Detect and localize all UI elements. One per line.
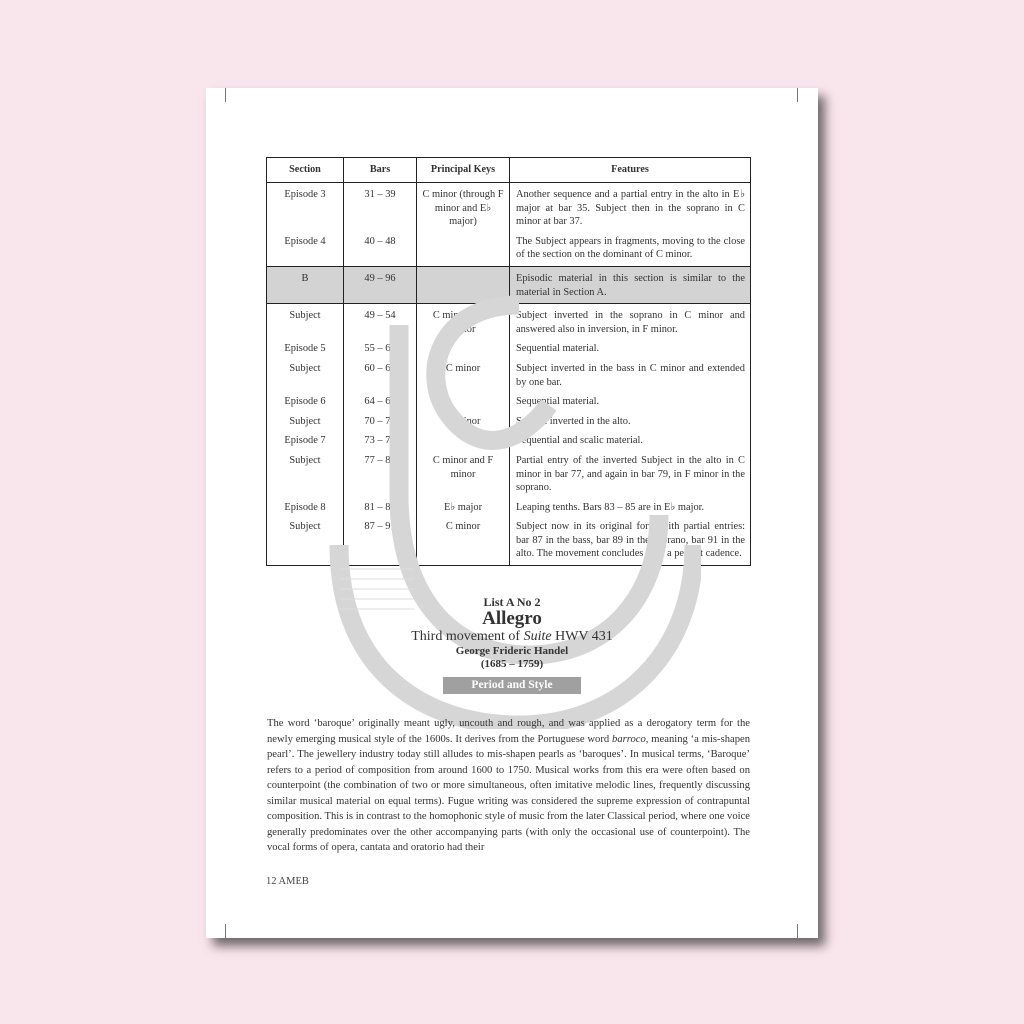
cell-features: The Subject appears in fragments, moving to the close of the section on the dominant of C minor. (510, 232, 751, 267)
cell-section: Subject (267, 517, 344, 565)
piece-heading (206, 595, 818, 694)
table-row (267, 431, 751, 451)
cell-section: Episode 4 (267, 232, 344, 267)
cell-features: Subject inverted in the bass in C minor and extended by one bar. (510, 359, 751, 392)
column-header-section: Section (267, 158, 344, 183)
cell-features: Sequential and scalic material. (510, 431, 751, 451)
table-row (267, 304, 751, 340)
cell-bars: 73 – 76 (344, 431, 417, 451)
table-row (267, 359, 751, 392)
body-text (267, 716, 750, 856)
cell-features: Sequential material. (510, 339, 751, 359)
body-text-segment: The word ‘baroque’ originally meant ugly, uncouth and rough, and was applied as a derogatory term for the newly emerging musical style of the 1600s. It derives from the Portuguese word (267, 718, 750, 745)
cell-bars: 49 – 96 (344, 266, 417, 303)
piece-title: Allegro (482, 608, 542, 629)
cell-keys (417, 431, 510, 451)
column-header-bars: Bars (344, 158, 417, 183)
table-row (267, 266, 751, 303)
cell-keys: C minor and F minor (417, 304, 510, 340)
cell-section: Subject (267, 412, 344, 432)
composer-name: George Frideric Handel (455, 645, 569, 657)
table-row (267, 451, 751, 498)
table-row (267, 517, 751, 565)
features-table-wrapper (266, 157, 750, 566)
cell-keys (417, 339, 510, 359)
cell-bars: 40 – 48 (344, 232, 417, 267)
cell-bars: 60 – 63 (344, 359, 417, 392)
cell-features: Subject now in its original form with partial entries: bar 87 in the bass, bar 89 in the soprano, bar 91 in the alto. The movement concludes with a perfect cadence. (510, 517, 751, 565)
cell-features: Subject inverted in the alto. (510, 412, 751, 432)
cell-bars: 70 – 72 (344, 412, 417, 432)
table-row (267, 183, 751, 232)
cell-features: Another sequence and a partial entry in the alto in E♭ major at bar 35. Subject then in the soprano in C minor at bar 37. (510, 183, 751, 232)
crop-mark (797, 88, 798, 102)
cell-bars: 87 – 91 (344, 517, 417, 565)
composer-dates: (1685 – 1759) (480, 658, 544, 670)
cell-features: Leaping tenths. Bars 83 – 85 are in E♭ major. (510, 498, 751, 518)
subtitle-prefix: Third movement of (411, 629, 524, 644)
cell-features: Sequential material. (510, 392, 751, 412)
crop-mark (225, 924, 226, 938)
list-number: List A No 2 (483, 595, 541, 609)
cell-keys (417, 392, 510, 412)
cell-bars: 81 – 86 (344, 498, 417, 518)
cell-bars: 55 – 60 (344, 339, 417, 359)
cell-section: Episode 5 (267, 339, 344, 359)
cell-section: Episode 7 (267, 431, 344, 451)
cell-keys: C minor (417, 517, 510, 565)
table-body (267, 183, 751, 566)
cell-section: Subject (267, 451, 344, 498)
book-page (206, 88, 818, 938)
body-paragraph (267, 716, 750, 856)
subtitle-suffix: HWV 431 (551, 629, 613, 644)
cell-keys (417, 232, 510, 267)
table-row (267, 392, 751, 412)
cell-keys: E♭ major (417, 498, 510, 518)
page-folio: 12 AMEB (266, 876, 309, 887)
section-band-period-and-style: Period and Style (443, 677, 581, 694)
cell-section: Episode 3 (267, 183, 344, 232)
column-header-features: Features (510, 158, 751, 183)
cell-features: Partial entry of the inverted Subject in the alto in C minor in bar 77, and again in bar 79, in F minor in the soprano. (510, 451, 751, 498)
cell-keys (417, 266, 510, 303)
cell-keys: C minor (417, 359, 510, 392)
table-row (267, 412, 751, 432)
crop-mark (797, 924, 798, 938)
cell-section: B (267, 266, 344, 303)
features-table (266, 157, 751, 566)
table-row (267, 339, 751, 359)
column-header-principal-keys: Principal Keys (417, 158, 510, 183)
piece-subtitle (206, 629, 818, 645)
body-italic-term: barroco (612, 733, 646, 745)
cell-bars: 77 – 80 (344, 451, 417, 498)
cell-section: Subject (267, 359, 344, 392)
cell-features: Subject inverted in the soprano in C minor and answered also in inversion, in F minor. (510, 304, 751, 340)
cell-keys: C minor and F minor (417, 451, 510, 498)
table-header-row (267, 158, 751, 183)
cell-keys: C minor (through F minor and E♭ major) (417, 183, 510, 232)
cell-bars: 64 – 69 (344, 392, 417, 412)
cell-section: Episode 8 (267, 498, 344, 518)
cell-keys: G minor (417, 412, 510, 432)
subtitle-italic: Suite (523, 629, 552, 644)
body-text-segment: , meaning ‘a mis-shapen pearl’. The jewellery industry today still alludes to mis-shapen pearls as ‘baroques’. In musical terms, ‘Baroque’ refers to a period of composition from around 1600 to 1750. Musical works from this era were often based on counterpoint (the combination of two or more simultaneous, often imitative melodic lines, frequently discussing similar musical material on equal terms). Fugue writing was considered the supreme expression of contrapuntal composition. This is in contrast to the homophonic style of music from the later Classical period, where one voice generally predominates over the other accompanying parts (with only the occasional use of counterpoint). The vocal forms of opera, cantata and oratorio had their (267, 733, 750, 853)
table-row (267, 498, 751, 518)
crop-mark (225, 88, 226, 102)
cell-bars: 31 – 39 (344, 183, 417, 232)
table-row (267, 232, 751, 267)
cell-section: Episode 6 (267, 392, 344, 412)
cell-features: Episodic material in this section is similar to the material in Section A. (510, 266, 751, 303)
cell-bars: 49 – 54 (344, 304, 417, 340)
cell-section: Subject (267, 304, 344, 340)
